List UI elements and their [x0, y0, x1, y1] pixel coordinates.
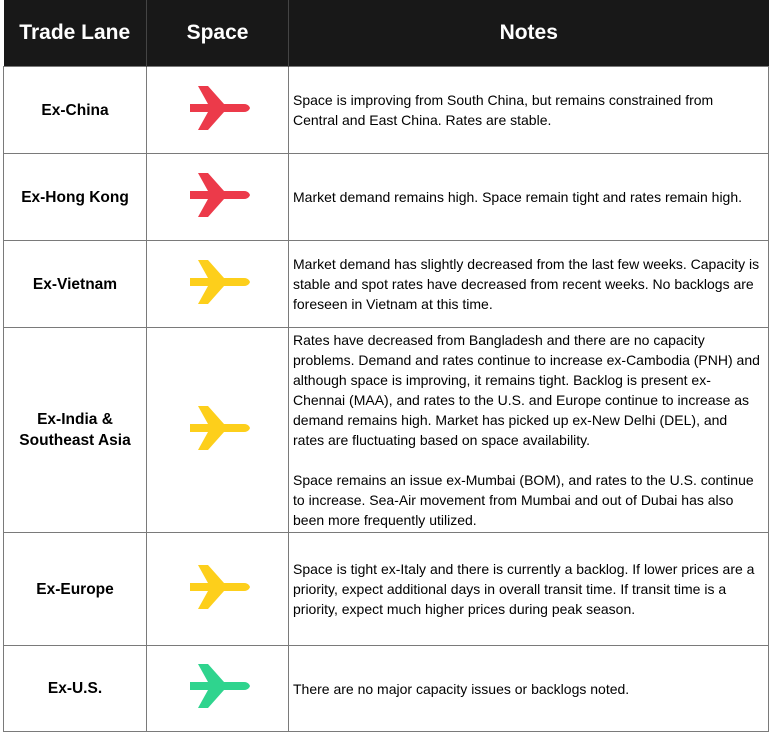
table-row [4, 533, 769, 646]
notes-cell [289, 646, 769, 732]
table-row [4, 646, 769, 732]
trade-lane-cell: Ex-Vietnam [4, 241, 147, 328]
notes-cell [289, 154, 769, 241]
table-row [4, 241, 769, 328]
space-cell [147, 154, 289, 241]
notes-text: Market demand remains high. Space remain tight and rates remain high. [293, 189, 743, 205]
trade-lane-cell: Ex-U.S. [4, 646, 147, 732]
notes-text: There are no major capacity issues or backlogs noted. [293, 680, 630, 697]
header-space: Space [147, 0, 289, 67]
notes-text: Space remains an issue ex-Mumbai (BOM), and rates to the U.S. continue to increase. Sea-Air movement from Mumbai and out of Dubai has also been more frequently utilized. [293, 472, 754, 528]
trade-lane-cell: Ex-Hong Kong [4, 154, 147, 241]
notes-text: Space is improving from South China, but remains constrained from Central and East China. Rates are stable. [293, 92, 714, 128]
table-row [4, 328, 769, 533]
trade-lane-cell: Ex-Europe [4, 533, 147, 646]
table-row [4, 67, 769, 154]
notes-cell [289, 533, 769, 646]
airplane-yellow-icon [184, 256, 252, 308]
space-cell [147, 67, 289, 154]
notes-cell [289, 67, 769, 154]
header-notes: Notes [289, 0, 769, 67]
space-cell [147, 646, 289, 732]
header-trade-lane: Trade Lane [4, 0, 147, 67]
trade-lane-cell: Ex-India & Southeast Asia [4, 328, 147, 533]
space-cell [147, 328, 289, 533]
airplane-green-icon [184, 660, 252, 712]
notes-text: Space is tight ex-Italy and there is currently a backlog. If lower prices are a priority, expect additional days in overall transit time. If transit time is a priority, expect much higher prices during peak season. [293, 561, 755, 617]
table-header-row [4, 0, 769, 67]
airplane-yellow-icon [184, 561, 252, 613]
notes-cell [289, 328, 769, 533]
notes-text: Rates have decreased from Bangladesh and there are no capacity problems. Demand and rates continue to increase ex-Cambodia (PNH) and although space is improving, it remains tight. Backlog is present ex-Chennai (MAA), and rates to the U.S. and Europe continue to increase as demand remains high. Market has picked up ex-New Delhi (DEL), and rates are fluctuating based on space availability. [293, 332, 760, 448]
trade-lane-table [3, 0, 769, 732]
space-cell [147, 241, 289, 328]
airplane-yellow-icon [184, 402, 252, 454]
notes-text: Market demand has slightly decreased from the last few weeks. Capacity is stable and spot rates have decreased from recent weeks. No backlogs are foreseen in Vietnam at this time. [293, 256, 760, 312]
airplane-red-icon [184, 169, 252, 221]
space-cell [147, 533, 289, 646]
trade-lane-cell: Ex-China [4, 67, 147, 154]
airplane-red-icon [184, 82, 252, 134]
table-row [4, 154, 769, 241]
notes-cell [289, 241, 769, 328]
